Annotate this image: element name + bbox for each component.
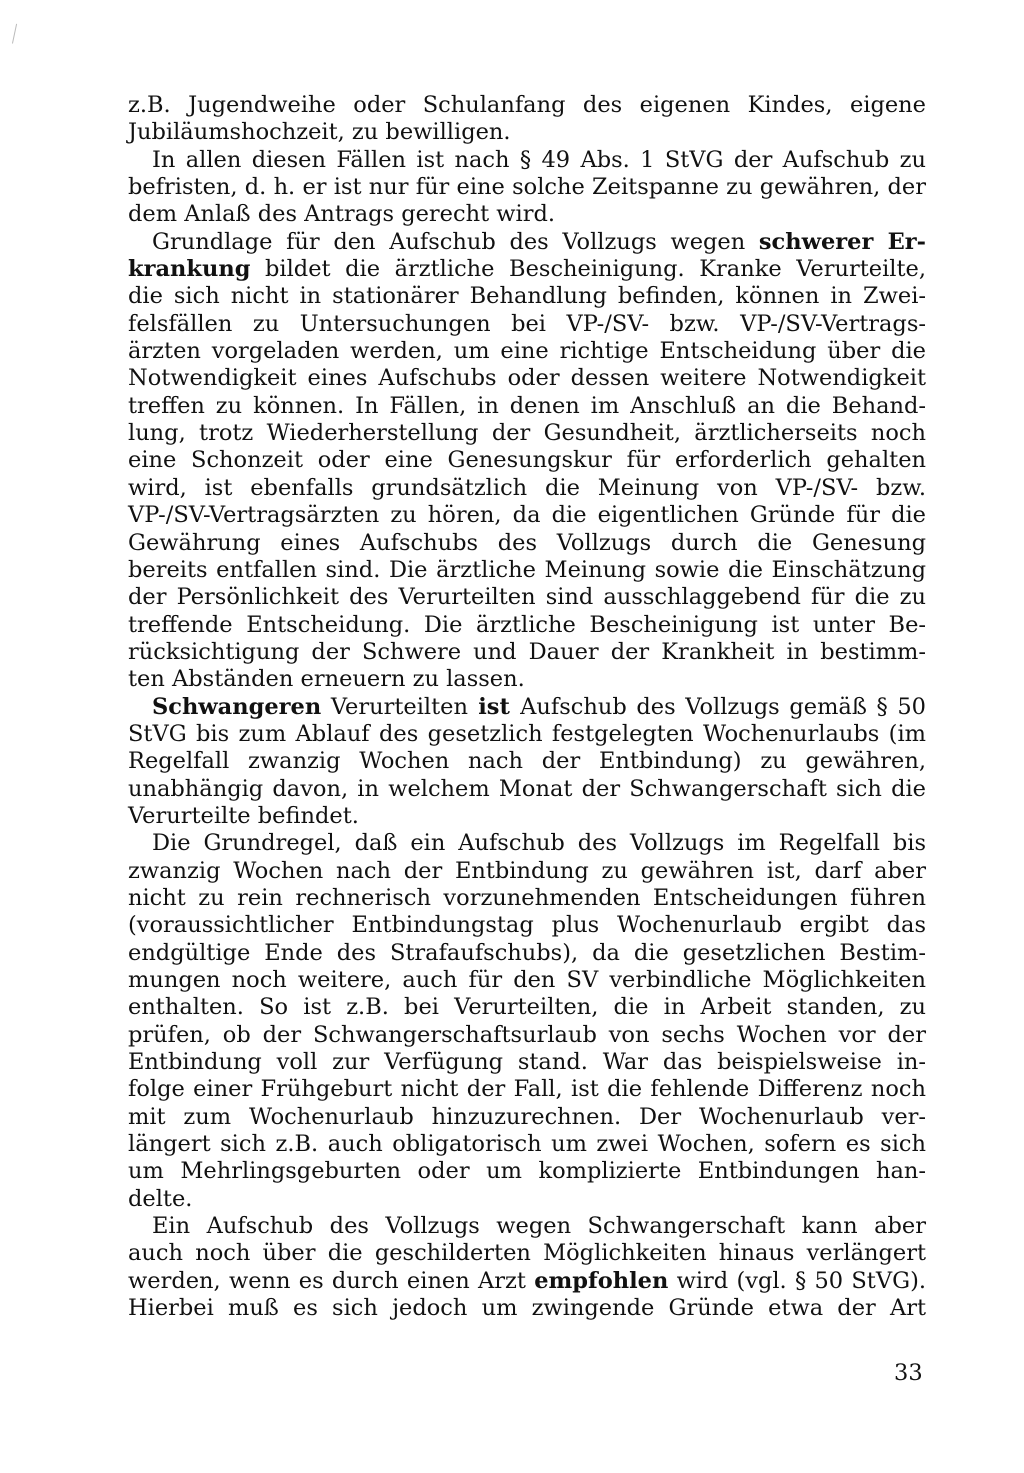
text-line: wird, ist ebenfalls grundsätzlich die Meinung von VP-/SV- bzw. — [128, 474, 926, 501]
bold-emphasis: empfohlen — [534, 1267, 669, 1294]
paragraph — [128, 147, 926, 229]
text-line: befristen, d. h. er ist nur für eine solche Zeitspanne zu gewähren, der — [128, 174, 926, 201]
text-line: Entbindung voll zur Verfügung stand. War das beispielsweise in- — [128, 1049, 926, 1076]
text-line: StVG bis zum Ablauf des gesetzlich festgelegten Wochenurlaubs (im — [128, 720, 926, 747]
text-line: Ein Aufschub des Vollzugs wegen Schwangerschaft kann aber — [152, 1213, 926, 1240]
text-line: treffen zu können. In Fällen, in denen im Anschluß an die Behand- — [128, 392, 926, 419]
text-line: auch noch über die geschilderten Möglichkeiten hinaus verlängert — [128, 1240, 926, 1267]
text-line: Schwangeren Verurteilten ist Aufschub des Vollzugs gemäß § 50 — [152, 693, 926, 720]
text-line: treffende Entscheidung. Die ärztliche Bescheinigung ist unter Be- — [128, 611, 926, 638]
text-line: Notwendigkeit eines Aufschubs oder dessen weitere Notwendigkeit — [128, 365, 926, 392]
bold-emphasis: Schwangeren — [152, 693, 322, 720]
text-line: Die Grundregel, daß ein Aufschub des Vollzugs im Regelfall bis — [152, 830, 926, 857]
text-line: bereits entfallen sind. Die ärztliche Meinung sowie die Einschätzung — [128, 556, 926, 583]
text-line: enthalten. So ist z.B. bei Verurteilten, die in Arbeit standen, zu — [128, 994, 926, 1021]
text-line: nicht zu rein rechnerisch vorzunehmenden Entscheidungen führen — [128, 884, 926, 911]
paragraph — [128, 229, 926, 694]
text-line: Verurteilte befindet. — [128, 802, 359, 829]
scan-artifact — [12, 24, 20, 44]
text-line: ärzten vorgeladen werden, um eine richtige Entscheidung über die — [128, 338, 926, 365]
text-line: In allen diesen Fällen ist nach § 49 Abs. 1 StVG der Aufschub zu — [152, 146, 926, 173]
text-line: (voraussichtlicher Entbindungstag plus Wochenurlaub ergibt das — [128, 912, 926, 939]
paragraph — [128, 694, 926, 831]
text-line: unabhängig davon, in welchem Monat der Schwangerschaft sich die — [128, 775, 926, 802]
text-line: Jubiläumshochzeit, zu bewilligen. — [128, 119, 511, 146]
paragraph — [128, 1213, 926, 1322]
text-line: felsfällen zu Untersuchungen bei VP-/SV- bzw. VP-/SV-Vertrags- — [128, 310, 926, 337]
text-line: lung, trotz Wiederherstellung der Gesundheit, ärztlicherseits noch — [128, 420, 926, 447]
paragraph — [128, 830, 926, 1213]
text-line: die sich nicht in stationärer Behandlung befinden, können in Zwei- — [128, 283, 926, 310]
text-line: endgültige Ende des Strafaufschubs), da die gesetzlichen Bestim- — [128, 939, 926, 966]
bold-emphasis: krankung — [128, 256, 251, 283]
text-line: mit zum Wochenurlaub hinzuzurechnen. Der Wochenurlaub ver- — [128, 1103, 926, 1130]
text-line: mungen noch weitere, auch für den SV verbindliche Möglichkeiten — [128, 967, 926, 993]
text-line: VP-/SV-Vertragsärzten zu hören, da die eigentlichen Gründe für die — [128, 502, 926, 529]
text-line: zwanzig Wochen nach der Entbindung zu gewähren ist, darf aber — [128, 857, 926, 884]
body-text — [128, 92, 926, 1322]
text-line: der Persönlichkeit des Verurteilten sind ausschlaggebend für die zu — [128, 584, 926, 611]
text-line: prüfen, ob der Schwangerschaftsurlaub von sechs Wochen vor der — [128, 1021, 926, 1048]
text-line: Gewährung eines Aufschubs des Vollzugs durch die Genesung — [128, 529, 926, 556]
text-line: Hierbei muß es sich jedoch um zwingende Gründe etwa der Art — [128, 1295, 926, 1322]
text-line: längert sich z.B. auch obligatorisch um zwei Wochen, sofern es sich — [128, 1131, 926, 1158]
text-line: folge einer Frühgeburt nicht der Fall, ist die fehlende Differenz noch — [128, 1076, 926, 1103]
paragraph — [128, 92, 926, 147]
text-line: um Mehrlingsgeburten oder um komplizierte Entbindungen han- — [128, 1158, 926, 1185]
text-line: rücksichtigung der Schwere und Dauer der Krankheit in bestimm- — [128, 638, 926, 665]
text-line: z.B. Jugendweihe oder Schulanfang des eigenen Kindes, eigene — [128, 92, 926, 118]
page-number: 33 — [894, 1360, 923, 1386]
text-line: Regelfall zwanzig Wochen nach der Entbindung) zu gewähren, — [128, 748, 926, 775]
text-line: ten Abständen erneuern zu lassen. — [128, 666, 525, 693]
bold-emphasis: ist — [467, 693, 521, 720]
bold-emphasis: schwerer Er- — [758, 228, 927, 255]
text-line: krankung bildet die ärztliche Bescheinigung. Kranke Verurteilte, — [128, 256, 926, 283]
text-line: delte. — [128, 1185, 193, 1212]
text-line: dem Anlaß des Antrags gerecht wird. — [128, 201, 556, 228]
text-line: Grundlage für den Aufschub des Vollzugs wegen schwerer Er- — [152, 228, 927, 255]
text-line: werden, wenn es durch einen Arzt empfohlen wird (vgl. § 50 StVG). — [128, 1267, 926, 1294]
text-line: eine Schonzeit oder eine Genesungskur für erforderlich gehalten — [128, 447, 926, 474]
